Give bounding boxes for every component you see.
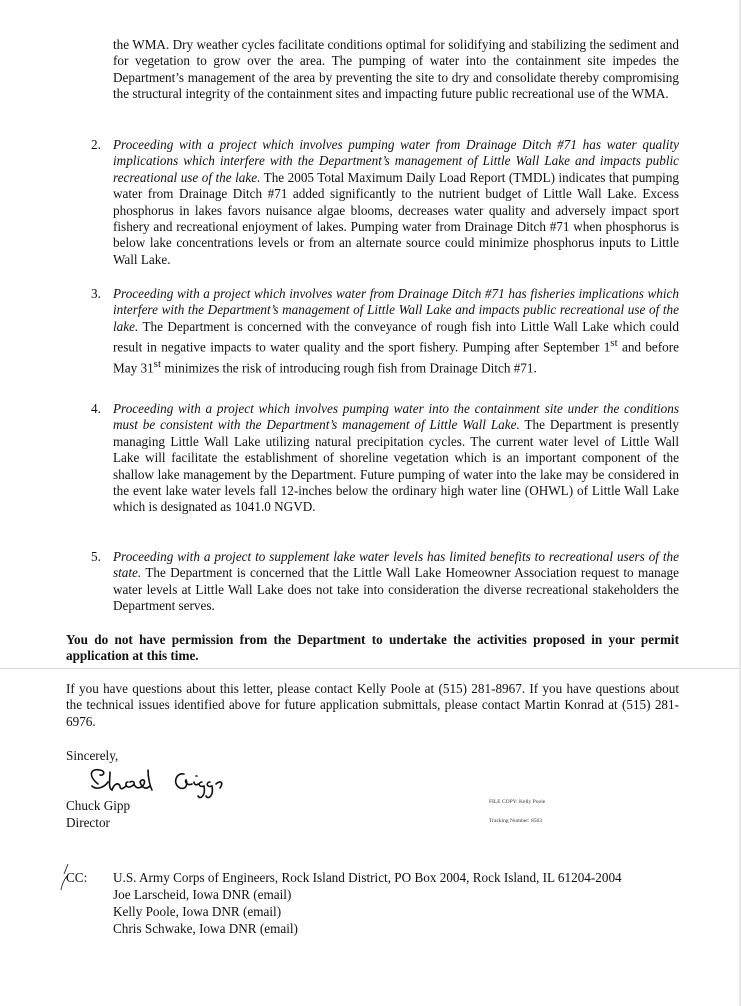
- cc-label: CC:: [66, 870, 88, 885]
- item-heading: Proceeding with a project which involves pumping water into the containment site under the conditions must be consistent with the Department’s management of Little Wall Lake.: [113, 401, 679, 433]
- item-body: minimizes the risk of introducing rough fish from Drainage Ditch #71.: [161, 360, 537, 376]
- item-heading: Proceeding with a project to supplement lake water levels has limited benefits to recreational users of the state.: [113, 549, 679, 581]
- item-body: The Department is concerned with the conveyance of rough fish into Little Wall Lake which could result in negative impacts to water quality and the sport fishery. Pumping after September 1: [113, 318, 679, 355]
- continued-paragraph: the WMA. Dry weather cycles facilitate conditions optimal for solidifying and stabilizing the sediment and for vegetation to grow over the area. The pumping of water into the containment site impedes the Department’s management of the area by preventing the site to dry and consolidate thereby compromising the structural integrity of the containment sites and impacting future public recreational use of the WMA.: [113, 37, 679, 102]
- item-number: 5.: [91, 549, 101, 564]
- cc-recipient: U.S. Army Corps of Engineers, Rock Island District, PO Box 2004, Rock Island, IL 61204-2004: [113, 870, 622, 885]
- item-body: The Department is concerned that the Little Wall Lake Homeowner Association request to manage water levels at Little Wall Lake does not take into consideration the diverse recreational stakeholders the Department serves.: [113, 565, 679, 614]
- scan-divider: [0, 668, 741, 669]
- list-item: [113, 137, 679, 268]
- contact-paragraph: If you have questions about this letter, please contact Kelly Poole at (515) 281-8967. If you have questions about the technical issues identified above for future application submittals, please contact Martin Konrad at (515) 281-6976.: [66, 681, 679, 729]
- signature: [84, 762, 244, 802]
- list-item: [113, 401, 679, 516]
- tracking-number: Tracking Number: 8563: [489, 818, 542, 824]
- list-item: [113, 549, 679, 615]
- ordinal-suffix: st: [610, 337, 618, 350]
- item-number: 3.: [91, 286, 101, 301]
- item-heading: Proceeding with a project which involves pumping water from Drainage Ditch #71 has water quality implications which interfere with the Department’s management of Little Wall Lake and impacts public recreational use of the lake.: [113, 137, 679, 185]
- closing: Sincerely,: [66, 748, 119, 763]
- item-number: 2.: [91, 137, 101, 152]
- cc-recipient: Kelly Poole, Iowa DNR (email): [113, 904, 282, 919]
- cc-recipient: Joe Larscheid, Iowa DNR (email): [113, 887, 292, 902]
- file-copy-note: FILE COPY: Kelly Poole: [489, 799, 546, 805]
- item-body: The Department is presently managing Little Wall Lake utilizing natural precipitation cycles. The current water level of Little Wall Lake will facilitate the establishment of shoreline vegetation which is an important component of the shallow lake management by the Department. Future pumping of water into the lake may be considered in the event lake water levels fall 12-inches below the ordinary high water line (OHWL) of Little Wall Lake which is designated as 1041.0 NGVD.: [113, 417, 679, 515]
- item-heading: Proceeding with a project which involves water from Drainage Ditch #71 has fisheries implications which interfere with the Department’s management of Little Wall Lake and impacts public recreational use of the lake.: [113, 286, 679, 334]
- item-number: 4.: [91, 401, 101, 416]
- ordinal-suffix: st: [153, 358, 162, 371]
- denial-statement: You do not have permission from the Department to undertake the activities proposed in your permit application at this time.: [66, 632, 679, 664]
- item-body: and before May 31: [113, 339, 680, 376]
- list-item: [113, 286, 679, 377]
- signer-title: Director: [66, 815, 110, 830]
- cc-recipient: Chris Schwake, Iowa DNR (email): [113, 921, 298, 936]
- signer-name: Chuck Gipp: [66, 798, 131, 813]
- item-body: The 2005 Total Maximum Daily Load Report (TMDL) indicates that pumping water from Drainage Ditch #71 added significantly to the nutrient budget of Little Wall Lake. Excess phosphorus in lakes favors nuisance algae blooms, decreases water quality and adversely impact sport fishery and recreational enjoyment of lakes. Pumping water from Drainage Ditch #71 when phosphorus is below lake concentrations levels or from an alternate source could minimize phosphorus inputs to Little Wall Lake.: [113, 169, 680, 267]
- cc-list: [113, 870, 713, 938]
